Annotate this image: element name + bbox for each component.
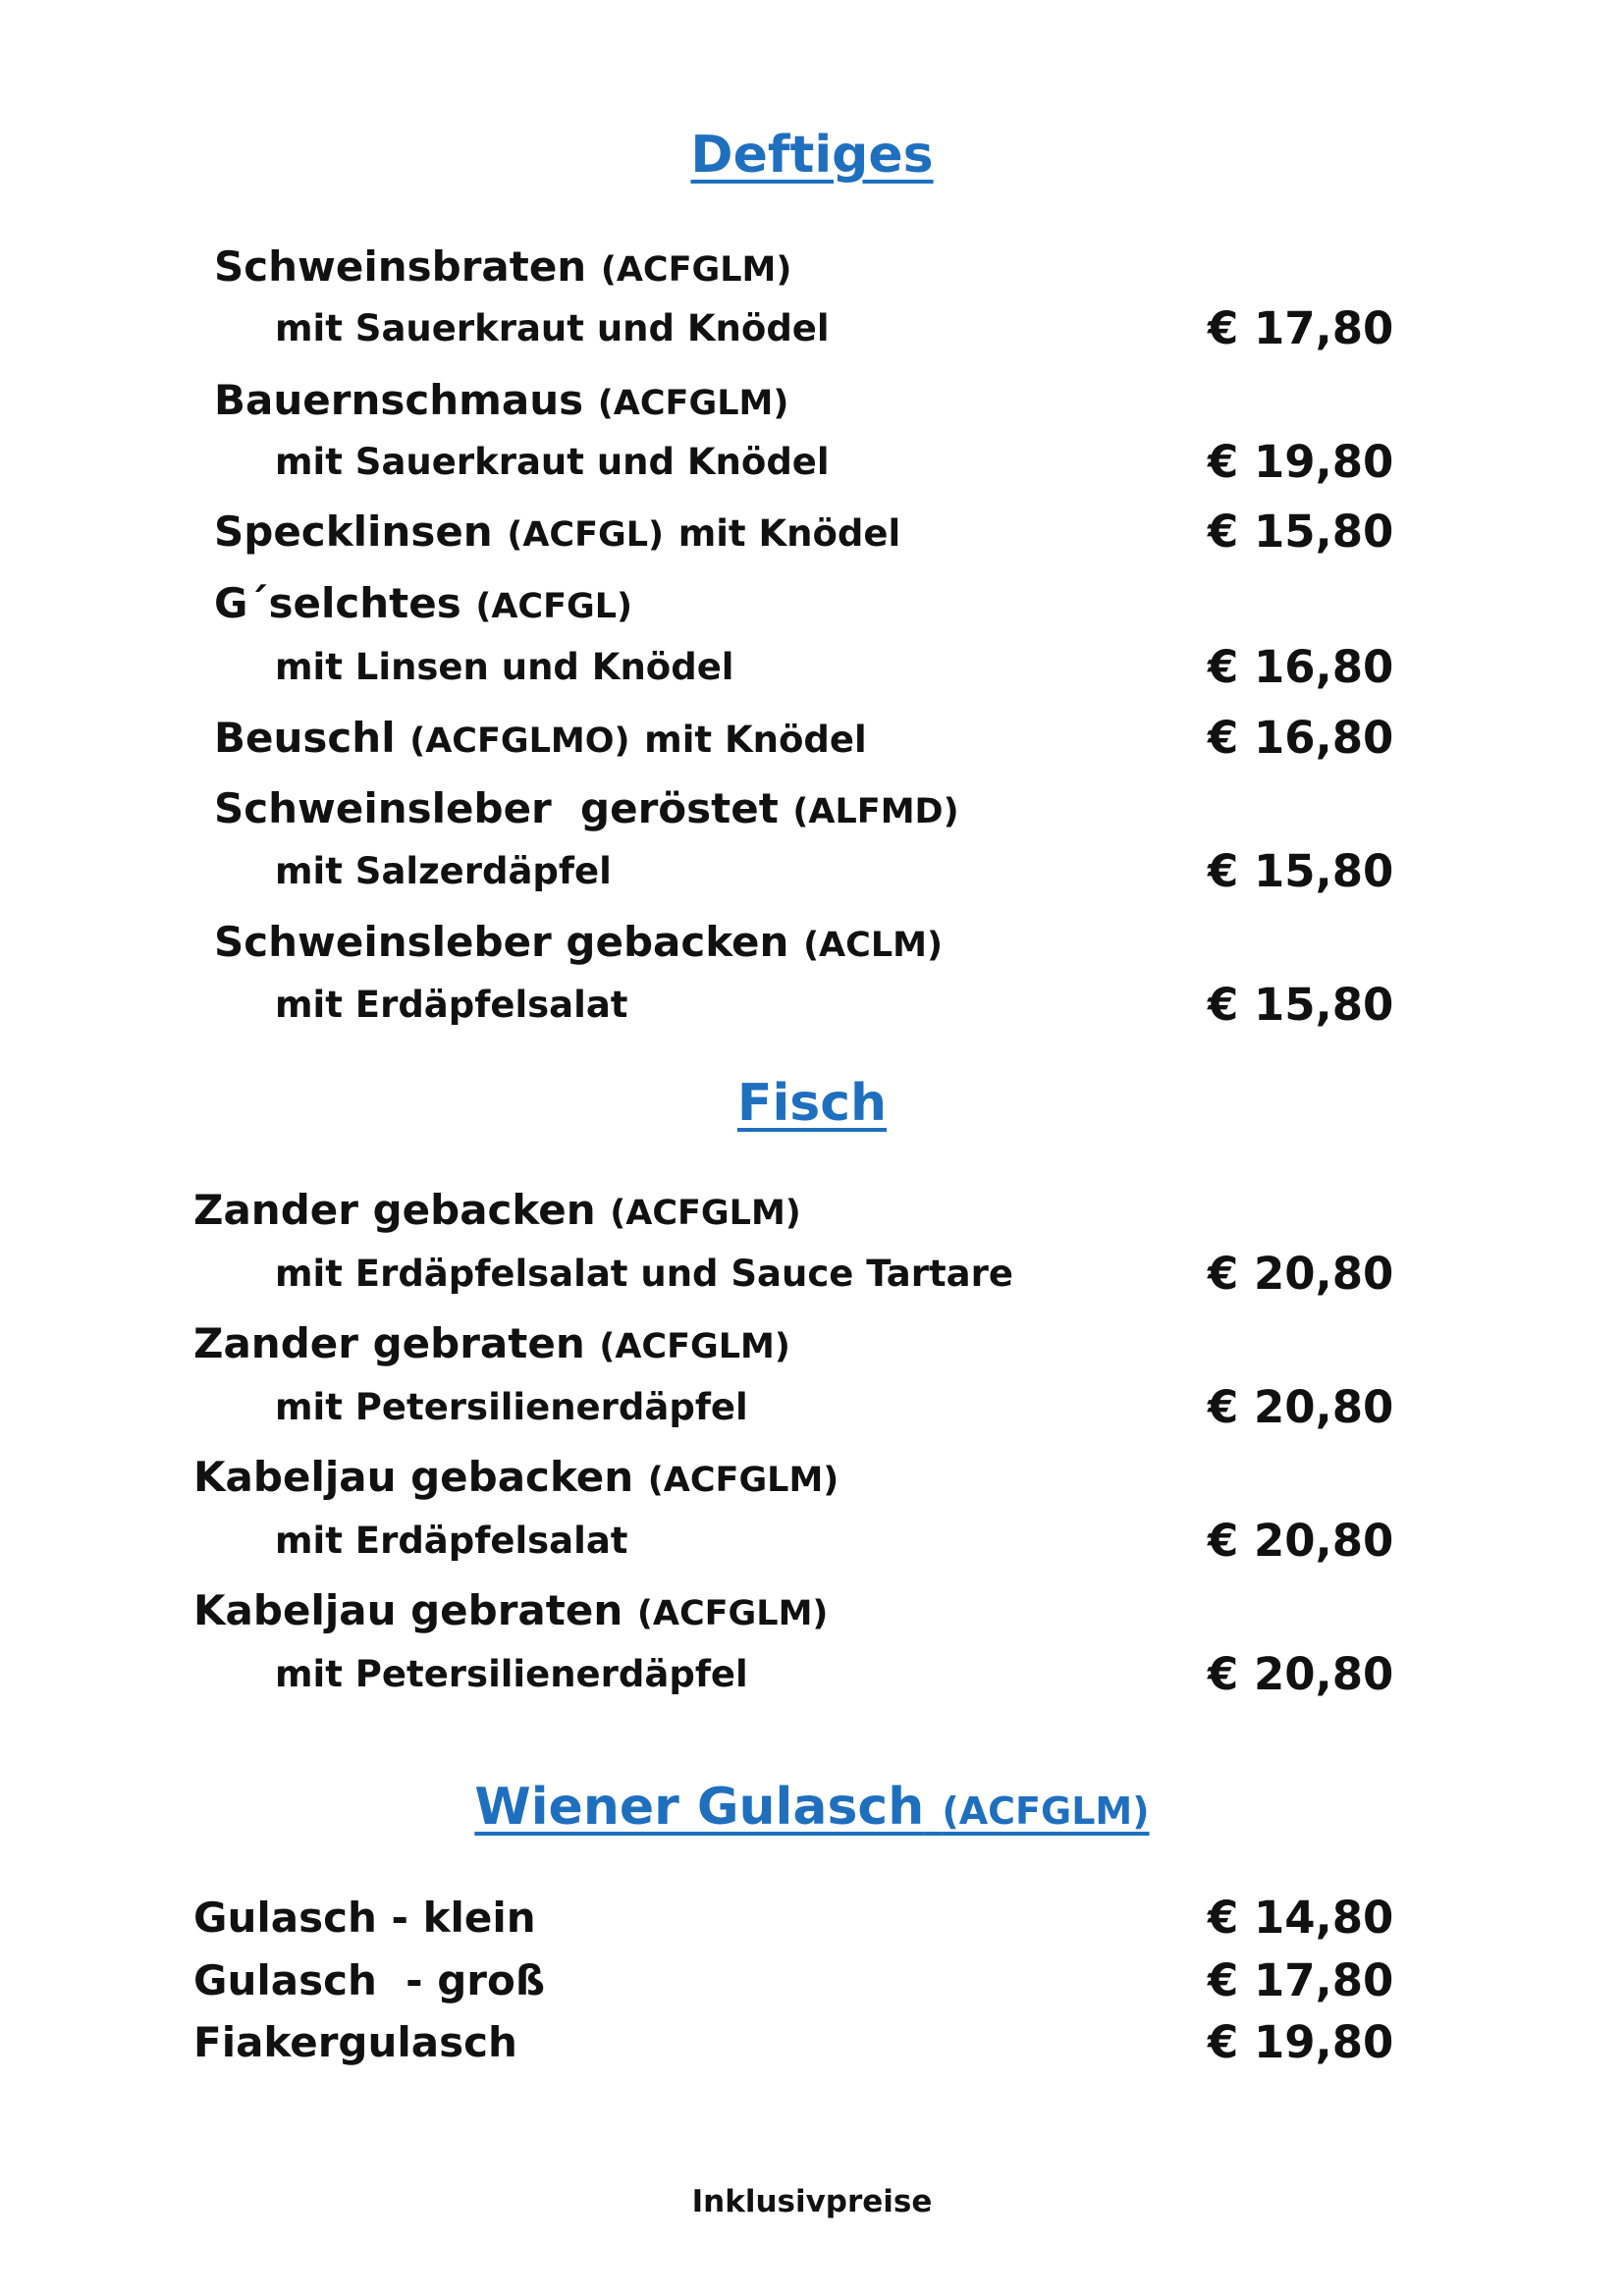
dish-name: Specklinsen [214,507,493,556]
dish-suffix: mit Knödel [644,719,867,761]
menu-item-sub [0,842,1624,901]
dish-description: mit Sauerkraut und Knödel [275,307,830,349]
dish-description: mit Petersilienerdäpfel [275,1653,748,1695]
dish-name: Kabeljau gebraten [193,1586,623,1634]
menu-item-sub [0,638,1624,697]
menu-item [0,1951,1624,2010]
dish-price: € 20,80 [1208,1648,1394,1700]
dish-name: Schweinsbraten [214,242,587,291]
allergen-codes: (ALFMD) [792,792,959,831]
dish-description: mit Salzerdäpfel [275,850,612,892]
dish-name: G´selchtes [214,579,461,627]
menu-item-sub [0,1378,1624,1437]
section-title-deftiges: Deftiges [690,126,934,185]
allergen-codes: (ACLM) [803,926,943,965]
dish-description: mit Petersilienerdäpfel [275,1386,748,1428]
allergen-codes: (ACFGLM) [599,1327,790,1366]
dish-name: Gulasch - klein [193,1894,536,1942]
menu-item [0,1314,1624,1373]
allergen-codes: (ACFGL) [507,515,665,555]
dish-price: € 16,80 [1208,641,1394,693]
dish-name: Schweinsleber gebacken [214,918,789,966]
dish-name: Beuschl [214,714,396,762]
allergen-codes: (ACFGLM) [610,1194,801,1233]
dish-price: € 19,80 [1208,2016,1394,2068]
menu-item [0,574,1624,633]
section-title-fisch: Fisch [736,1074,888,1133]
dish-name: Fiakergulasch [193,2018,517,2066]
menu-item [0,709,1624,768]
menu-item-sub [0,1512,1624,1571]
menu-item [0,1889,1624,1948]
menu-item-sub [0,976,1624,1035]
allergen-codes: (ACFGLM) [597,384,789,423]
menu-item-sub [0,433,1624,492]
section-allergen-codes: (ACFGLM) [942,1789,1150,1833]
dish-price: € 17,80 [1208,1954,1394,2006]
menu-item [0,913,1624,972]
dish-description: mit Erdäpfelsalat und Sauce Tartare [275,1253,1013,1295]
dish-name: Schweinsleber geröstet [214,784,779,832]
menu-item [0,503,1624,561]
dish-name: Bauernschmaus [214,376,584,424]
footer-note: Inklusivpreise [691,2184,933,2219]
dish-name: Zander gebacken [193,1186,596,1234]
allergen-codes: (ACFGLM) [636,1594,829,1633]
dish-price: € 15,80 [1208,979,1394,1031]
dish-price: € 15,80 [1208,506,1394,558]
dish-price: € 20,80 [1208,1381,1394,1433]
menu-item [0,371,1624,430]
menu-item [0,2013,1624,2072]
menu-item [0,1581,1624,1640]
menu-item [0,779,1624,838]
dish-name: Zander gebraten [193,1319,585,1367]
section-title-text: Wiener Gulasch [474,1778,925,1837]
dish-price: € 15,80 [1208,845,1394,897]
dish-description: mit Linsen und Knödel [275,646,734,688]
section-title-wiener-gulasch [0,1778,1624,1837]
menu-item [0,1448,1624,1507]
dish-description: mit Erdäpfelsalat [275,1520,628,1562]
dish-suffix: mit Knödel [677,512,901,555]
dish-name: Kabeljau gebacken [193,1453,634,1501]
allergen-codes: (ACFGLM) [647,1461,839,1500]
dish-price: € 14,80 [1208,1892,1394,1944]
dish-price: € 16,80 [1208,712,1394,764]
menu-item [0,238,1624,296]
dish-price: € 17,80 [1208,302,1394,354]
allergen-codes: (ACFGL) [475,587,633,626]
menu-item-sub [0,1645,1624,1704]
dish-price: € 20,80 [1208,1515,1394,1567]
dish-description: mit Erdäpfelsalat [275,984,628,1026]
dish-price: € 20,80 [1208,1248,1394,1300]
dish-name: Gulasch - groß [193,1956,546,2004]
allergen-codes: (ACFGLMO) [409,721,630,761]
dish-price: € 19,80 [1208,436,1394,488]
menu-item-sub [0,299,1624,358]
dish-description: mit Sauerkraut und Knödel [275,441,830,483]
menu-item-sub [0,1245,1624,1304]
allergen-codes: (ACFGLM) [600,250,792,290]
menu-item [0,1181,1624,1240]
